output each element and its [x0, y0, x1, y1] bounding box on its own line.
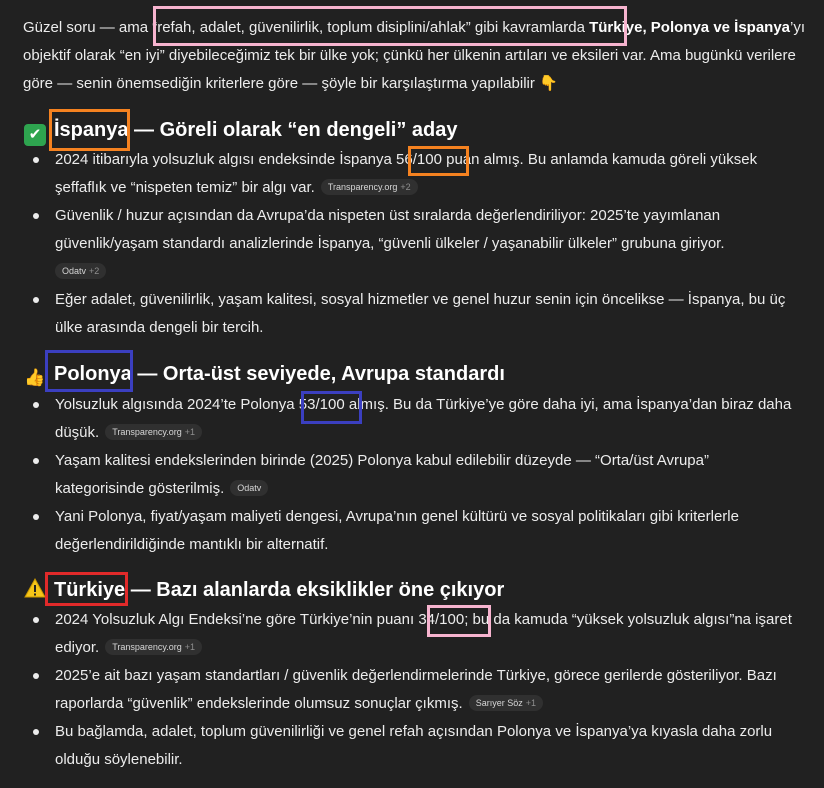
bullet-text: Yolsuzluk algısında 2024’te Polonya: [55, 396, 299, 413]
concepts-quote: “refah, adalet, güvenilirlik, toplum disiplini/ahlak”: [152, 19, 471, 36]
citation-count: +2: [400, 182, 411, 192]
section-heading-turkey: [24, 576, 504, 604]
bullet-text: 2024 Yolsuzluk Algı Endeksi’ne göre Türkiye’nin puanı: [55, 611, 419, 628]
country-name-poland: Polonya: [54, 363, 132, 385]
list-item: [33, 606, 793, 662]
intro-text-end: ’yı objektif olarak “en iyi” diyebileceğimiz tek bir ülke yok; çünkü her ülkenin artıları ve eksileri var. Ama bugünkü verilere göre — senin önemsediğin kriterlere göre — şöyle bir karşılaştırma yapılabilir: [23, 19, 806, 92]
bullet-text: 2024 itibarıyla yolsuzluk algısı endeksinde İspanya: [55, 151, 397, 168]
citation-chip[interactable]: [105, 639, 202, 655]
section-heading-spain: [24, 116, 457, 146]
citation-chip[interactable]: [321, 179, 418, 195]
section-subtitle: — Göreli olarak “en dengeli” aday: [128, 119, 458, 141]
score-poland: 53/100: [298, 396, 345, 413]
citation-source: Odatv: [237, 483, 262, 493]
list-item: [33, 718, 793, 774]
country-name-turkey: Türkiye: [54, 579, 126, 601]
bullet-text: Bu bağlamda, adalet, toplum güvenilirliği ve genel refah açısından Polonya ve İspanya’ya kıyasla daha zorlu olduğu söylenebilir.: [55, 723, 773, 768]
list-item: [33, 286, 793, 342]
poland-bullet-list: [33, 391, 793, 559]
citation-source: Transparency.org: [327, 182, 398, 192]
citation-chip[interactable]: [230, 480, 268, 496]
citation-chip[interactable]: [105, 424, 202, 440]
citation-count: +1: [184, 642, 195, 652]
bullet-text: Eğer adalet, güvenilirlik, yaşam kalitesi, sosyal hizmetler ve genel huzur senin için öncelikse — İspanya, bu üç ülke arasında dengeli bir tercih.: [55, 291, 786, 336]
list-item: [33, 146, 793, 202]
intro-text-start: Güzel soru — ama: [23, 19, 153, 36]
turkey-bullet-list: [33, 606, 793, 774]
list-item: [33, 662, 793, 718]
bullet-text: Yaşam kalitesi endekslerinden birinde (2025) Polonya kabul edilebilir düzeyde — “Orta/üst Avrupa” kategorisinde gösterilmiş.: [55, 452, 709, 497]
bullet-text: almış. Bu da Türkiye’ye göre daha iyi, ama İspanya’dan biraz daha düşük.: [55, 396, 792, 441]
list-item: [33, 447, 793, 503]
citation-count: +1: [184, 427, 195, 437]
section-heading-poland: [24, 360, 505, 389]
citation-source: Transparency.org: [112, 642, 182, 652]
section-subtitle: — Bazı alanlarda eksiklikler öne çıkıyor: [125, 579, 505, 601]
spain-bullet-list: [33, 146, 793, 342]
score-turkey: 34/100: [418, 611, 465, 628]
section-subtitle: — Orta-üst seviyede, Avrupa standardı: [131, 363, 505, 385]
list-item: [33, 391, 793, 447]
pointing-down-icon: 👇: [539, 75, 558, 92]
score-spain: 56/100: [396, 151, 442, 168]
intro-text-mid: gibi kavramlarda: [470, 19, 590, 36]
list-item: [33, 503, 793, 559]
bullet-text: Güvenlik / huzur açısından da Avrupa’da nispeten üst sıralarda değerlendiriliyor: 2025’te yayımlanan güvenlik/yaşam standardı analizlerinde İspanya, “güvenli ülkeler / yaşanabilir ülkeler” grubuna giriyor.: [55, 207, 725, 252]
intro-paragraph: [23, 14, 813, 98]
citation-source: Sarıyer Söz: [475, 698, 523, 708]
country-name-spain: İspanya: [54, 119, 129, 141]
citation-chip[interactable]: [55, 263, 106, 279]
thumbs-up-icon: 👍: [24, 368, 46, 387]
bullet-text: 2025’e ait bazı yaşam standartları / güvenlik değerlendirmelerinde Türkiye, görece gerilerde gösteriliyor. Bazı raporlarda “güvenlik” endekslerinde olumsuz sonuçlar çıkmış.: [55, 667, 777, 712]
citation-count: +2: [89, 266, 100, 276]
citation-count: +1: [525, 698, 536, 708]
warning-icon: [24, 577, 46, 599]
bullet-text: Yani Polonya, fiyat/yaşam maliyeti dengesi, Avrupa’nın genel kültürü ve sosyal politikaları gibi kriterlerle değerlendirildiğinde mantıklı bir alternatif.: [55, 508, 739, 553]
citation-chip[interactable]: [469, 695, 543, 711]
bullet-text: ; bu da kamuda “yüksek yolsuzluk algısı”na işaret ediyor.: [55, 611, 792, 656]
list-item: [33, 202, 793, 286]
countries-bold: Türkiye, Polonya ve İspanya: [589, 19, 791, 36]
check-mark-icon: ✔: [24, 124, 46, 146]
bullet-text: puan almış. Bu anlamda kamuda göreli yüksek şeffaflık ve “nispeten temiz” bir algı var.: [55, 151, 758, 196]
citation-source: Odatv: [62, 266, 87, 276]
citation-source: Transparency.org: [112, 427, 182, 437]
